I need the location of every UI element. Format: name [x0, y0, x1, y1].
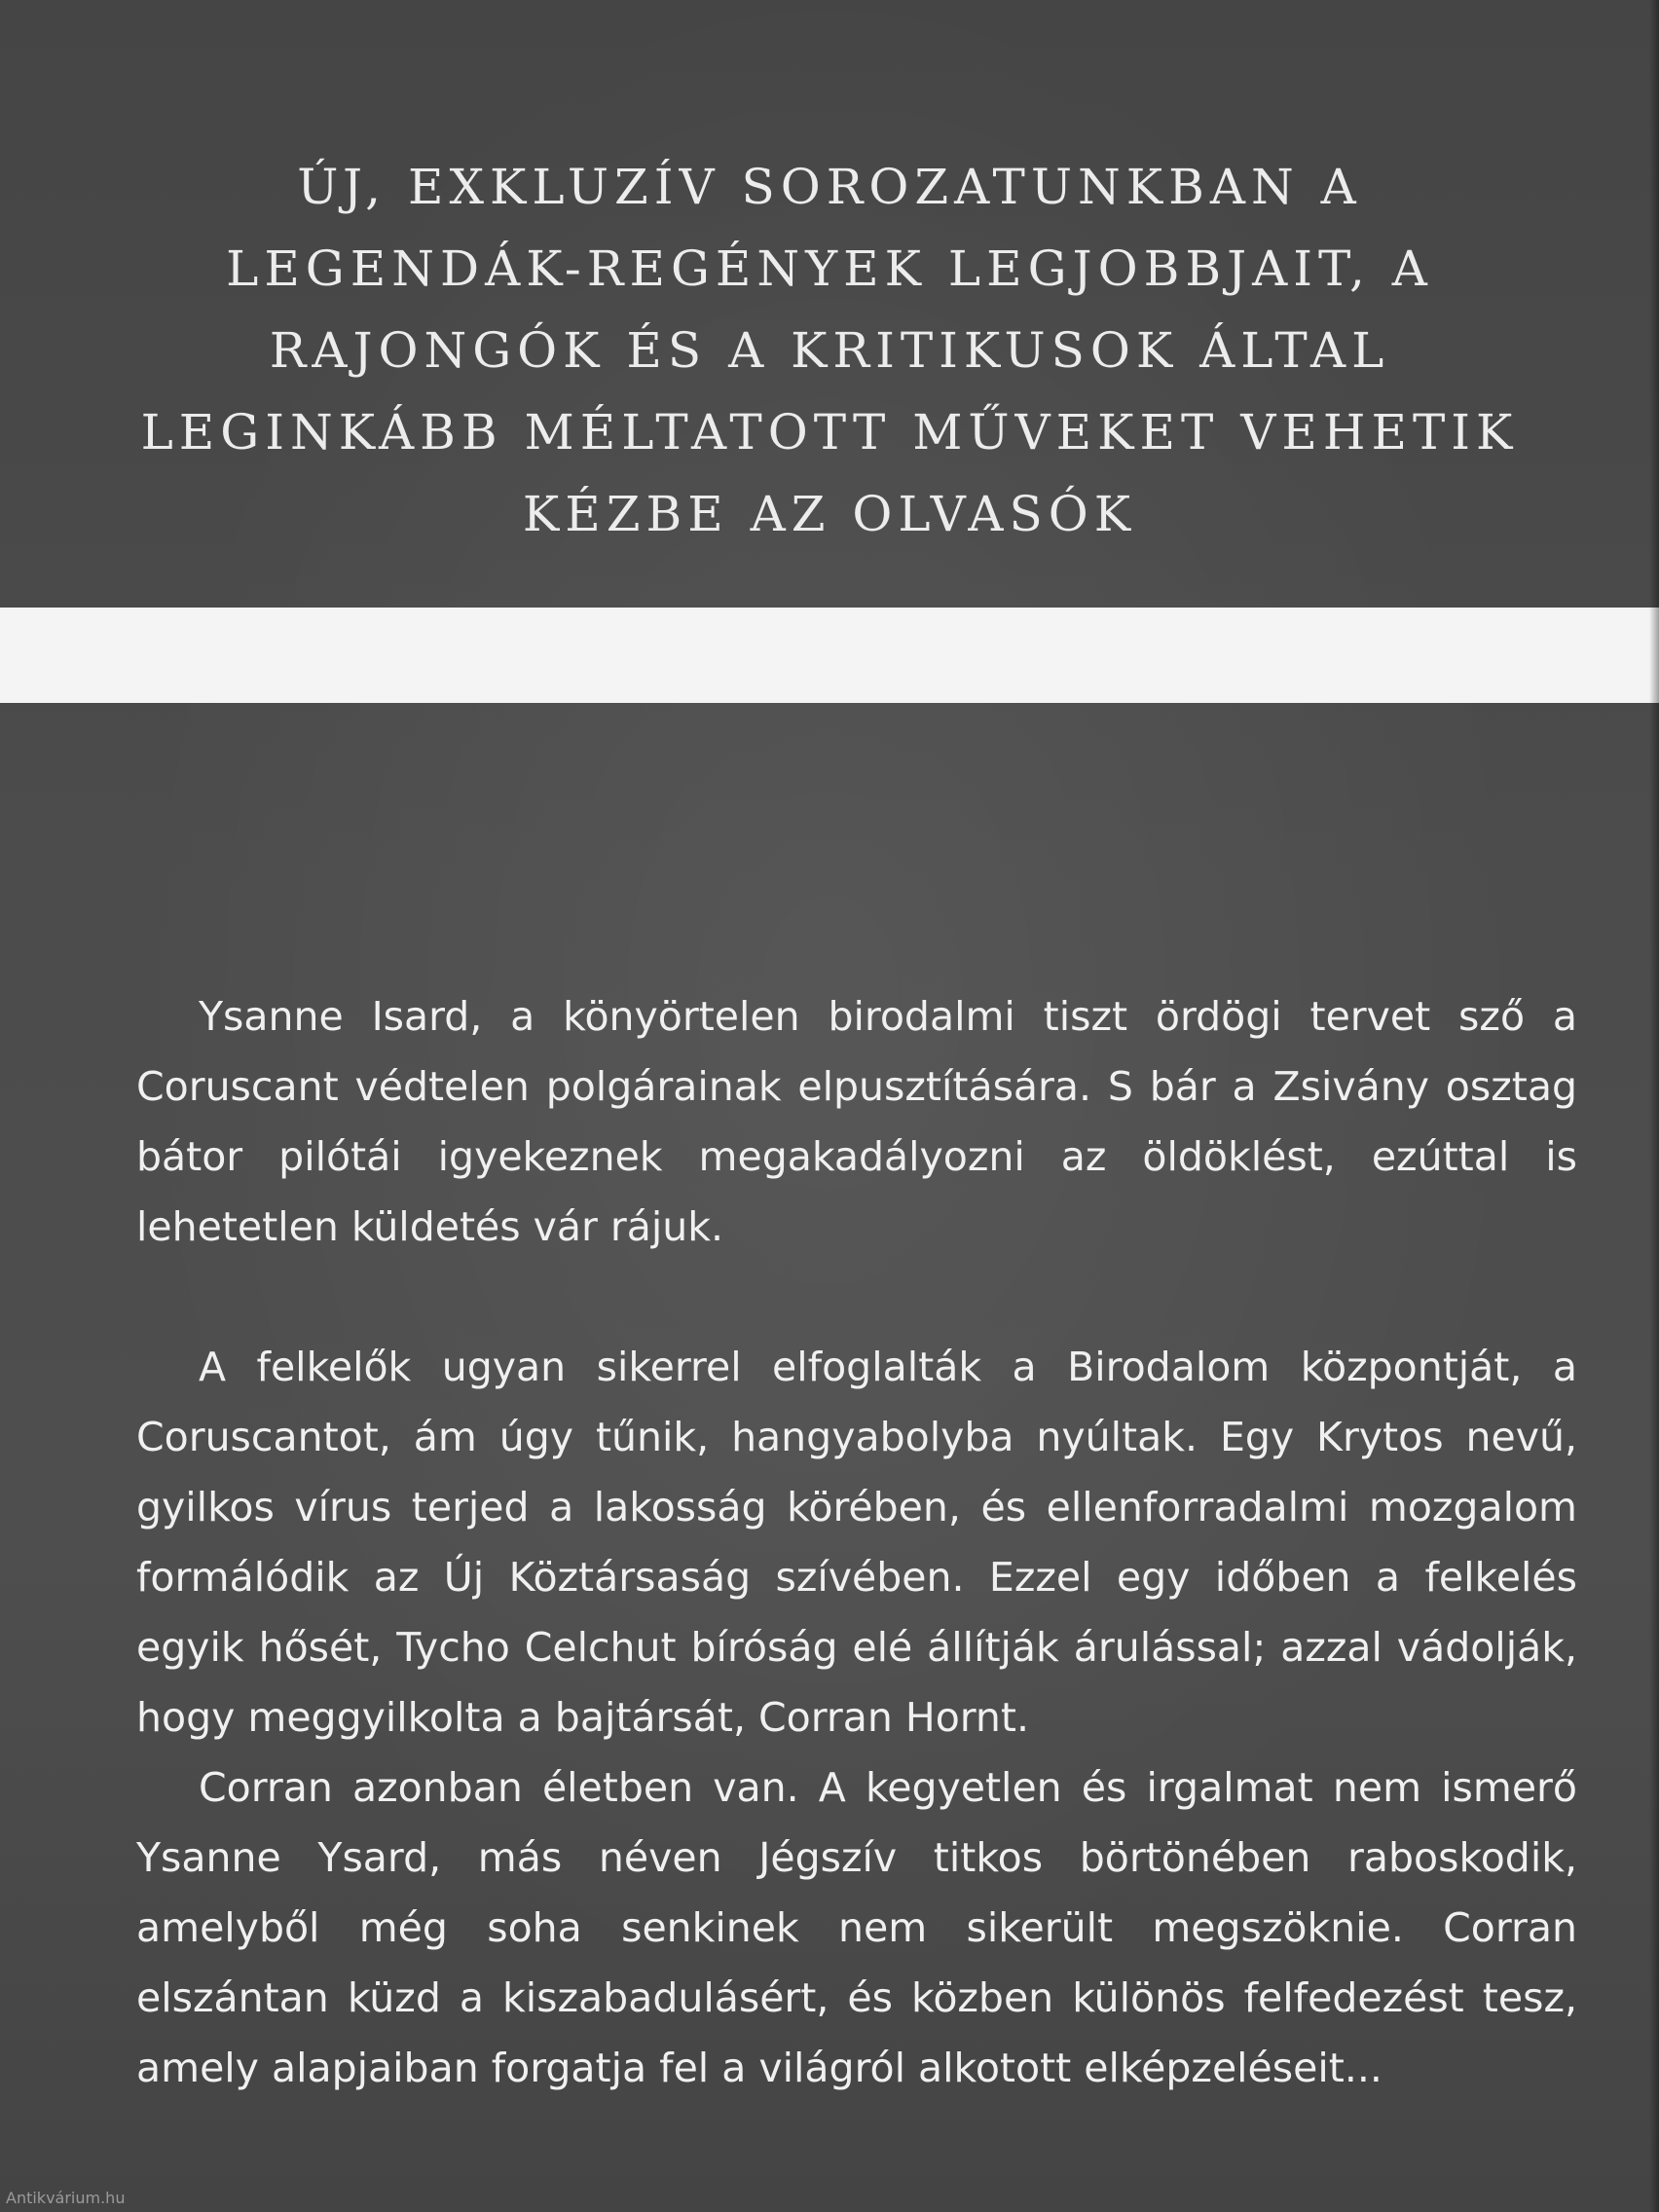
synopsis-paragraph: A felkelők ugyan sikerrel elfoglalták a Birodalom központját, a Coruscantot, ám úgy tűnik, hangyabolyba nyúltak. Egy Krytos nevű, gyilkos vírus terjed a lakosság körében, és ellenforradalmi mozgalom formálódik az Új Köztársaság szívében. Ezzel egy időben a felkelés egyik hősét, Tycho Celchut bíróság elé állítják árulással; azzal vádolják, hogy meggyilkolta a bajtársát, Corran Hornt.: [136, 1344, 1577, 1741]
synopsis-paragraph: Corran azonban életben van. A kegyetlen és irgalmat nem ismerő Ysanne Ysard, más néven Jégszív titkos börtönében raboskodik, amelyből még soha senkinek nem sikerült megszöknie. Corran elszántan küzd a kiszabadulásért, és közben különös felfedezést tesz, amely alapjaiban forgatja fel a világról alkotott elképzeléseit...: [136, 1764, 1577, 2091]
series-blurb: ÚJ, EXKLUZÍV SOROZATUNKBAN A LEGENDÁK-REGÉNYEK LEGJOBBJAIT, A RAJONGÓK ÉS A KRITIKUSOK ÁLTAL LEGINKÁBB MÉLTATOTT MŰVEKET VEHETIK KÉZBE AZ OLVASÓK: [140, 159, 1519, 542]
watermark: Antikvárium.hu: [6, 2189, 126, 2207]
synopsis-paragraph: Ysanne Isard, a könyörtelen birodalmi tiszt ördögi tervet sző a Coruscant védtelen polgárainak elpusztítására. S bár a Zsivány osztag bátor pilótái igyekeznek megakadályozni az öldöklést, ezúttal is lehetetlen küldetés vár rájuk.: [136, 993, 1577, 1250]
divider-band: [0, 608, 1659, 703]
synopsis: [136, 981, 1577, 2103]
